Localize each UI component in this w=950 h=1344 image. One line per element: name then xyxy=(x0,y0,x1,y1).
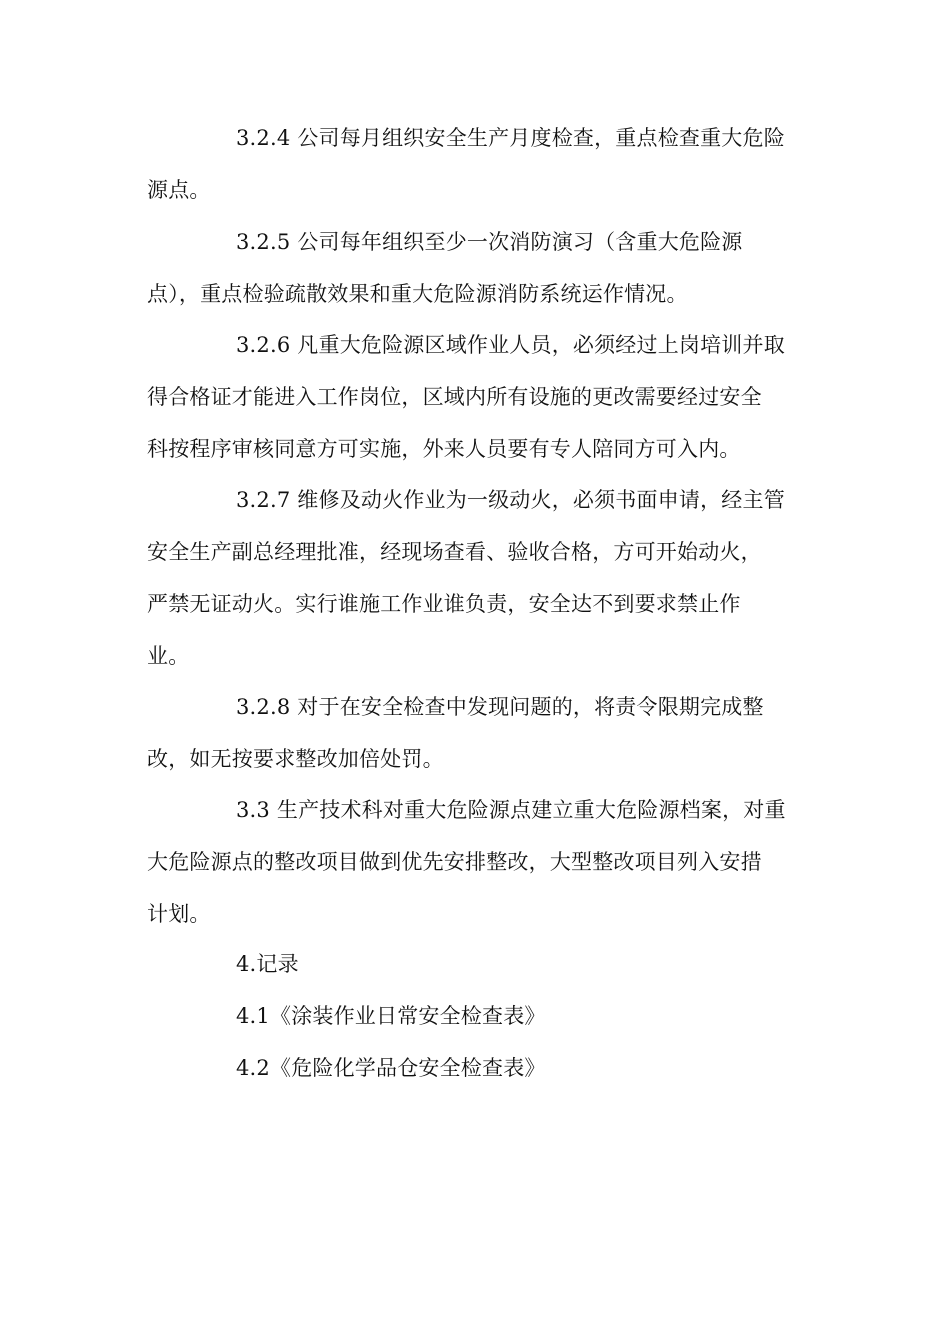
paragraph-line: 大危险源点的整改项目做到优先安排整改，大型整改项目列入安措 xyxy=(147,850,762,874)
paragraph-3-2-7 xyxy=(147,474,803,682)
paragraph-3-2-8 xyxy=(147,681,803,785)
paragraph-3-3 xyxy=(147,784,803,940)
paragraph-3-2-4 xyxy=(147,112,803,216)
paragraph-line: 3.2.4 公司每月组织安全生产月度检查，重点检查重大危险 xyxy=(236,126,785,150)
records-heading: 4.记录 xyxy=(236,952,299,976)
paragraph-line: 改，如无按要求整改加倍处罚。 xyxy=(147,747,444,771)
paragraph-3-2-5 xyxy=(147,216,803,320)
record-item: 4.1《涂装作业日常安全检查表》 xyxy=(236,1004,546,1028)
paragraph-line: 3.2.8 对于在安全检查中发现问题的，将责令限期完成整 xyxy=(236,695,764,719)
paragraph-line: 3.3 生产技术科对重大危险源点建立重大危险源档案，对重 xyxy=(236,798,786,822)
paragraph-line: 安全生产副总经理批准，经现场查看、验收合格，方可开始动火， xyxy=(147,540,762,564)
paragraph-line: 得合格证才能进入工作岗位，区域内所有设施的更改需要经过安全 xyxy=(147,385,762,409)
paragraph-line: 科按程序审核同意方可实施，外来人员要有专人陪同方可入内。 xyxy=(147,437,741,461)
paragraph-line: 严禁无证动火。实行谁施工作业谁负责，安全达不到要求禁止作 xyxy=(147,592,741,616)
paragraph-line: 3.2.6 凡重大危险源区域作业人员，必须经过上岗培训并取 xyxy=(236,333,785,357)
paragraph-3-2-6 xyxy=(147,319,803,475)
paragraph-line: 业。 xyxy=(147,644,190,668)
paragraph-line: 3.2.7 维修及动火作业为一级动火，必须书面申请，经主管 xyxy=(236,488,785,512)
paragraph-line: 计划。 xyxy=(147,902,211,926)
paragraph-line: 3.2.5 公司每年组织至少一次消防演习（含重大危险源 xyxy=(236,230,743,254)
record-item: 4.2《危险化学品仓安全检查表》 xyxy=(236,1056,546,1080)
paragraph-line: 点），重点检验疏散效果和重大危险源消防系统运作情况。 xyxy=(147,282,688,306)
paragraph-line: 源点。 xyxy=(147,178,211,202)
